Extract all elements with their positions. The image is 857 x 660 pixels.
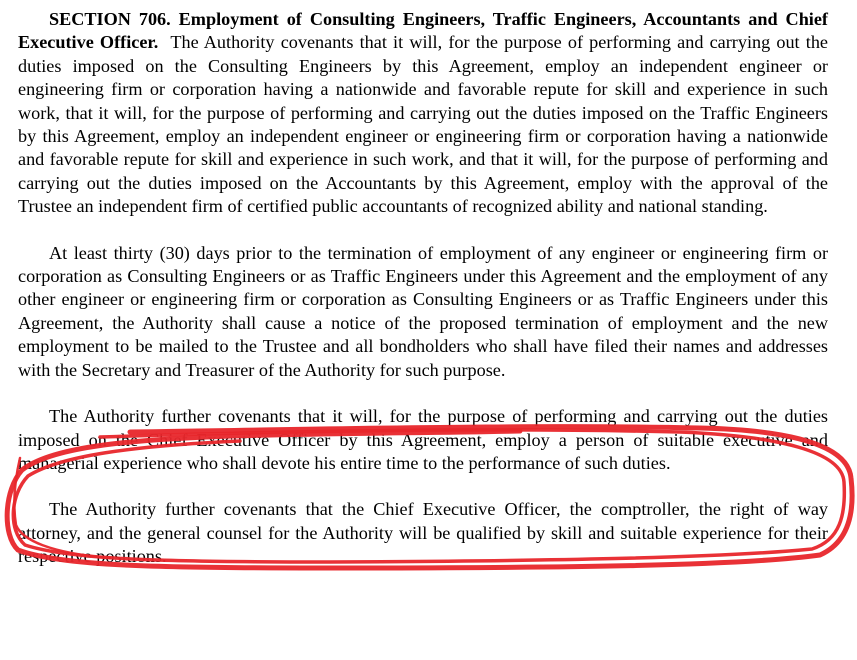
section-heading: SECTION 706. Employment of Consulting Engineers, Traffic Engineers, Accountants and Chief Executive Officer. (18, 9, 828, 53)
section-706-paragraph (18, 8, 828, 219)
document-page (18, 8, 828, 569)
termination-notice-paragraph: At least thirty (30) days prior to the termination of employment of any engineer or engineering firm or corporation as Consulting Engineers or as Traffic Engineers under this Agreement and the employment of any other engineer or engineering firm or corporation as Consulting Engineers or as Traffic Engineers under this Agreement, the Authority shall cause a notice of the proposed termination of employment and the new employment to be mailed to the Trustee and all bondholders who shall have filed their names and addresses with the Secretary and Treasurer of the Authority for such purpose. (18, 242, 828, 380)
qualification-paragraph: The Authority further covenants that the Chief Executive Officer, the comptroller, the right of way attorney, and the general counsel for the Authority will be qualified by skill and suitable experience for their respective positions. (18, 499, 828, 567)
chief-executive-paragraph: The Authority further covenants that it will, for the purpose of performing and carrying out the duties imposed on the Chief Executive Officer by this Agreement, employ a person of suitable executive and managerial experience who shall devote his entire time to the performance of such duties. (18, 406, 828, 473)
section-body: The Authority covenants that it will, for the purpose of performing and carrying out the duties imposed on the Consulting Engineers by this Agreement, employ an independent engineer or engineering firm or corporation having a nationwide and favorable repute for skill and experience in such work, that it will, for the purpose of performing and carrying out the duties imposed on the Traffic Engineers by this Agreement, employ an independent engineer or engineering firm or corporation having a nationwide and favorable repute for skill and experience in such work, and that it will, for the purpose of performing and carrying out the duties imposed on the Accountants by this Agreement, employ with the approval of the Trustee an independent firm of certified public accountants of recognized ability and national standing. (18, 32, 828, 217)
